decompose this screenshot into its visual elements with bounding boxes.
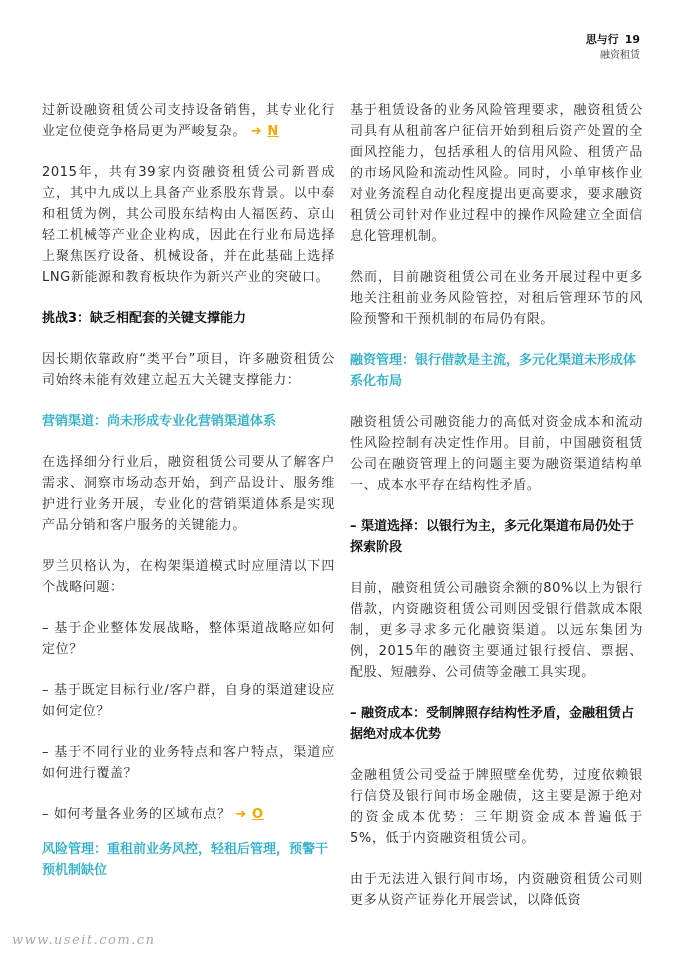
- section-heading: 挑战3：缺乏相配套的关键支撑能力: [42, 311, 247, 326]
- list-item: [42, 804, 335, 825]
- arrow-right-icon: ➜: [235, 807, 247, 822]
- paragraph-text: 过新设融资租赁公司支持设备销售，其专业化行业定位使竞争格局更为严峻复杂。: [42, 103, 335, 139]
- left-column: [42, 100, 335, 901]
- page-header: [586, 33, 640, 63]
- paragraph: 因长期依靠政府“类平台”项目，许多融资租赁公司始终未能有效建立起五大关键支撑能力：: [42, 352, 335, 388]
- paragraph: 2015年，共有39家内资融资租赁公司新晋成立，其中九成以上具备产业系股东背景。以中泰和租赁为例，其公司股东结构由人福医药、京山轻工机械等产业企业构成，因此在行业布局选择上聚焦医疗设备、机械设备，并在此基础上选择LNG新能源和教育板块作为新兴产业的突破口。: [42, 165, 335, 285]
- list-item: – 基于不同行业的业务特点和客户特点，渠道应如何进行覆盖？: [42, 745, 335, 781]
- list-item: – 基于既定目标行业/客户群，自身的渠道建设应如何定位？: [42, 683, 335, 719]
- paragraph: [42, 100, 335, 142]
- paragraph: 融资租赁公司融资能力的高低对资金成本和流动性风险控制有决定性作用。目前，中国融资租赁公司在融资管理上的问题主要为融资渠道结构单一、成本水平存在结构性矛盾。: [350, 415, 643, 493]
- section-title: 思与行: [585, 33, 619, 46]
- reference-letter: N: [267, 124, 279, 139]
- subsection-heading: 营销渠道：尚未形成专业化营销渠道体系: [42, 414, 277, 429]
- list-item-text: – 如何考量各业务的区域布点？: [42, 807, 231, 822]
- section-heading: – 融资成本：受制牌照存结构性矛盾，金融租赁占据绝对成本优势: [350, 706, 635, 742]
- watermark: www.useit.com.cn: [12, 933, 156, 948]
- paragraph: 在选择细分行业后，融资租赁公司要从了解客户需求、洞察市场动态开始，到产品设计、服务维护进行业务开展，专业化的营销渠道体系是实现产品分销和客户服务的关键能力。: [42, 455, 335, 533]
- paragraph: 由于无法进入银行间市场，内资融资租赁公司则更多从资产证券化开展尝试，以降低资: [350, 872, 643, 908]
- paragraph: 金融租赁公司受益于牌照壁垒优势，过度依赖银行信贷及银行间市场金融债，这主要是源于绝对的资金成本优势：三年期资金成本普遍低于5%，低于内资融资租赁公司。: [350, 768, 643, 846]
- list-item: – 基于企业整体发展战略，整体渠道战略应如何定位？: [42, 621, 335, 657]
- section-heading: – 渠道选择：以银行为主，多元化渠道布局仍处于探索阶段: [350, 519, 635, 555]
- subsection-heading: 风险管理：重租前业务风控，轻租后管理，预警干预机制缺位: [42, 842, 329, 878]
- arrow-right-icon: ➜: [250, 124, 263, 139]
- cross-reference-link[interactable]: [235, 807, 263, 822]
- subsection-heading: 融资管理：银行借款是主流，多元化渠道未形成体系化布局: [350, 353, 637, 389]
- reference-letter: O: [252, 807, 264, 822]
- page-number: 19: [624, 33, 640, 46]
- cross-reference-link[interactable]: [251, 124, 279, 139]
- paragraph: 然而，目前融资租赁公司在业务开展过程中更多地关注租前业务风险管控，对租后管理环节的风险预警和干预机制的布局仍有限。: [350, 270, 643, 327]
- section-subtitle: 融资租赁: [600, 50, 640, 61]
- paragraph: 罗兰贝格认为，在构架渠道模式时应厘清以下四个战略问题：: [42, 559, 335, 595]
- paragraph: 目前，融资租赁公司融资余额的80%以上为银行借款，内资融资租赁公司则因受银行借款成本限制，更多寻求多元化融资渠道。以远东集团为例，2015年的融资主要通过银行授信、票据、配股、短融券、公司债等金融工具实现。: [350, 581, 643, 680]
- header-title-row: [586, 33, 640, 47]
- paragraph: 基于租赁设备的业务风险管理要求，融资租赁公司具有从租前客户征信开始到租后资产处置的全面风控能力，包括承租人的信用风险、租赁产品的市场风险和流动性风险。同时，小单审核作业对业务流程自动化程度提出更高要求，要求融资租赁公司针对作业过程中的操作风险建立全面信息化管理机制。: [350, 103, 643, 244]
- right-column: [350, 100, 643, 911]
